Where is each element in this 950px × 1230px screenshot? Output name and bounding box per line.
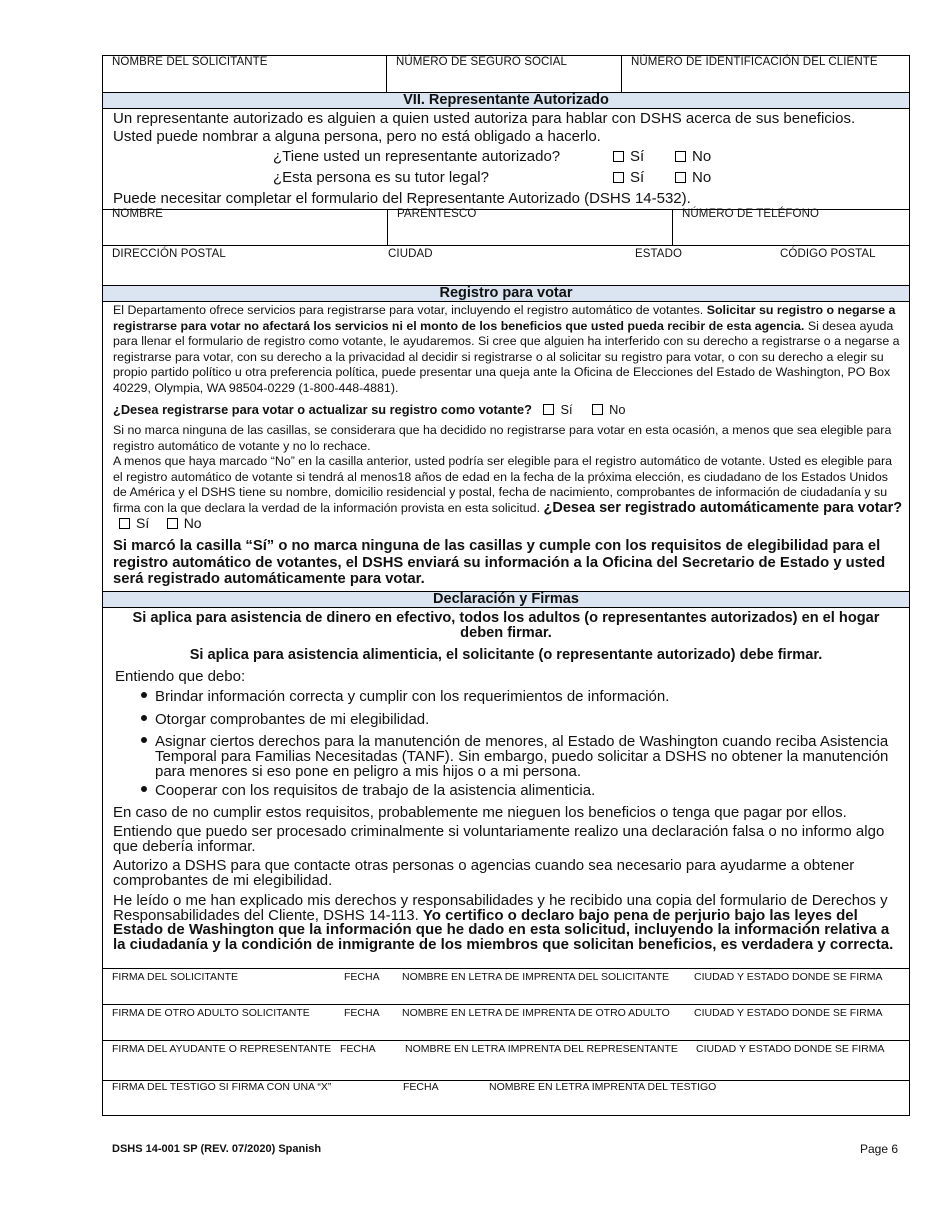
checkbox-icon[interactable] xyxy=(543,404,554,415)
rep-zip-label: CÓDIGO POSTAL xyxy=(780,248,876,260)
sig-other-city-label: CIUDAD Y ESTADO DONDE SE FIRMA xyxy=(694,1007,883,1019)
voter-register-question: ¿Desea registrarse para votar o actualizar su registro como votante? xyxy=(113,402,532,417)
checkbox-icon[interactable] xyxy=(119,518,130,529)
rep-relation-cell[interactable] xyxy=(388,210,673,245)
sig-applicant-label: FIRMA DEL SOLICITANTE xyxy=(112,971,239,983)
checkbox-icon[interactable] xyxy=(592,404,603,415)
obligation-item: Asignar ciertos derechos para la manutención de menores, al Estado de Washington cuando reciba Asistencia Temporal para Familias Necesitadas (TANF). Sin embargo, puedo solicitar a DSHS no obtener la manutención para menores si eso pone en peligro a mis hijos o a mi persona. xyxy=(141,734,915,779)
checkbox-icon[interactable] xyxy=(675,151,686,162)
checkbox-icon[interactable] xyxy=(613,172,624,183)
cash-assistance-note: Si aplica para asistencia de dinero en efectivo, todos los adultos (o representantes autorizados) en el hogar deben firmar. xyxy=(132,610,880,641)
obligation-item: Cooperar con los requisitos de trabajo de la asistencia alimenticia. xyxy=(141,783,901,798)
prosecute-text: Entiendo que puedo ser procesado criminalmente si voluntariamente realizo una declaración falsa o no informo algo que debería informar. xyxy=(113,823,885,855)
authorize-text: Autorizo a DSHS para que contacte otras personas o agencias cuando sea necesario para ayudarme a obtener comprobantes de mi elegibilidad. xyxy=(113,857,855,889)
bullet-icon xyxy=(141,786,147,792)
legal-guardian-question: ¿Esta persona es su tutor legal? xyxy=(273,169,489,186)
has-representative-yes[interactable]: Sí xyxy=(613,148,644,165)
bullet-icon xyxy=(141,737,147,743)
representative-form-note: Puede necesitar completar el formulario del Representante Autorizado (DSHS 14-532). xyxy=(113,190,691,207)
rep-phone-label: NÚMERO DE TELÉFONO xyxy=(682,208,820,220)
declaration-title: Declaración y Firmas xyxy=(103,591,909,608)
sig-other-date-label: FECHA xyxy=(344,1007,380,1019)
rep-relation-label: PARENTESCO xyxy=(397,208,477,220)
rep-name-label: NOMBRE xyxy=(112,208,164,220)
obligation-item: Otorgar comprobantes de mi elegibilidad. xyxy=(141,712,901,727)
rep-state-label: ESTADO xyxy=(635,248,683,260)
obligation-item: Brindar información correcta y cumplir con los requerimientos de información. xyxy=(141,689,901,704)
voter-auto-question: ¿Desea ser registrado automáticamente para votar? xyxy=(543,499,903,516)
representative-name-row xyxy=(103,209,909,245)
sig-applicant-date-label: FECHA xyxy=(344,971,380,983)
page-number: Page 6 xyxy=(860,1142,899,1156)
sig-other-label: FIRMA DE OTRO ADULTO SOLICITANTE xyxy=(112,1007,310,1019)
section7-title: VII. Representante Autorizado xyxy=(103,92,909,109)
signature-row-witness[interactable] xyxy=(103,1080,909,1115)
food-assistance-note: Si aplica para asistencia alimenticia, el solicitante (o representante autorizado) debe firmar. xyxy=(189,647,823,663)
voter-paragraph-4: Si marcó la casilla “Sí” o no marca ninguna de las casillas y cumple con los requisitos de elegibilidad para el registro automático de votantes, el DSHS enviará su información a la Oficina del Secretario de Estado y usted será registrado automáticamente para votar. xyxy=(113,538,886,587)
ssn-label: NÚMERO DE SEGURO SOCIAL xyxy=(396,56,567,68)
has-representative-no[interactable]: No xyxy=(675,148,711,165)
sig-applicant-city-label: CIUDAD Y ESTADO DONDE SE FIRMA xyxy=(694,971,883,983)
voter-auto-yes[interactable]: Sí xyxy=(119,515,149,531)
voter-register-no[interactable]: No xyxy=(592,402,625,417)
rep-phone-cell[interactable] xyxy=(673,210,909,245)
signature-row-other-adult[interactable] xyxy=(103,1004,909,1040)
checkbox-icon[interactable] xyxy=(167,518,178,529)
applicant-name-cell[interactable] xyxy=(103,56,387,92)
understand-label: Entiendo que debo: xyxy=(115,668,246,685)
form-id: DSHS 14-001 SP (REV. 07/2020) Spanish xyxy=(112,1143,322,1155)
client-id-cell[interactable] xyxy=(622,56,909,92)
voter-auto-no[interactable]: No xyxy=(167,515,202,531)
voter-paragraph-3: A menos que haya marcado “No” en la casilla anterior, usted podría ser elegible para el registro automático de votante. Usted es elegible para el registro automático de votante si tendrá al menos18 años de edad en la fecha de la próxima elección, es ciudadano de los Estados Unidos de América y el DSHS tiene su nombre, domicilio residencial y postal, fecha de nacimiento, comprobantes de información de ciudadanía y su firma con la que declara la verdad de la información provista en esta solicitud. ¿Desea ser registrado automáticamente para votar? Sí No xyxy=(113,454,903,531)
signature-row-representative[interactable] xyxy=(103,1040,909,1080)
voter-paragraph-1: El Departamento ofrece servicios para registrarse para votar, incluyendo el registro automático de votantes. Solicitar su registro o negarse a registrarse para votar no afectará los servicios ni el monto de los beneficios que usted pueda recibir de esta agencia. Si desea ayuda para llenar el formulario de registro como votante, le ayudaremos. Si cree que alguien ha interferido con su derecho a registrarse o a negarse a registrarse para votar, con su derecho a la privacidad al decidir si registrarse o al solicitar su registro para votar, o con su derecho a elegir su propio partido político u otra preferencia política, puede presentar una queja ante la Oficina de Elecciones del Estado de Washington, PO Box 40229, Olympia, WA 98504-0229 (1-800-448-4881). xyxy=(113,303,900,395)
bullet-icon xyxy=(141,692,147,698)
sig-rep-print-label: NOMBRE EN LETRA IMPRENTA DEL REPRESENTANTE xyxy=(405,1043,678,1055)
certify-text: He leído o me han explicado mis derechos y responsabilidades y he recibido una copia del formulario de Derechos y Responsabilidades del Cliente, DSHS 14-113. Yo certifico o declaro bajo pena de perjurio bajo las leyes del Estado de Washington que la información que he dado en esta solicitud, incluyendo la información relativa a la ciudadanía y la condición de inmigrante de los miembros que solicitan beneficios, es verdadera y correcta. xyxy=(113,892,894,953)
sig-rep-city-label: CIUDAD Y ESTADO DONDE SE FIRMA xyxy=(696,1043,885,1055)
voter-title: Registro para votar xyxy=(103,285,909,302)
rep-name-cell[interactable] xyxy=(103,210,388,245)
client-id-label: NÚMERO DE IDENTIFICACIÓN DEL CLIENTE xyxy=(631,56,878,68)
section7-intro-1: Un representante autorizado es alguien a quien usted autoriza para hablar con DSHS acerca de sus beneficios. xyxy=(113,110,856,127)
sig-witness-date-label: FECHA xyxy=(403,1081,439,1093)
rep-address-label: DIRECCIÓN POSTAL xyxy=(112,248,226,260)
sig-other-print-label: NOMBRE EN LETRA DE IMPRENTA DE OTRO ADULTO xyxy=(402,1007,670,1019)
sig-applicant-print-label: NOMBRE EN LETRA DE IMPRENTA DEL SOLICITANTE xyxy=(402,971,670,983)
sig-rep-date-label: FECHA xyxy=(340,1043,376,1055)
checkbox-icon[interactable] xyxy=(675,172,686,183)
ssn-cell[interactable] xyxy=(387,56,622,92)
has-representative-question: ¿Tiene usted un representante autorizado? xyxy=(273,148,561,165)
section7-intro-2: Usted puede nombrar a alguna persona, pero no está obligado a hacerlo. xyxy=(113,128,601,145)
sig-witness-label: FIRMA DEL TESTIGO SI FIRMA CON UNA “X” xyxy=(112,1081,332,1093)
bullet-icon xyxy=(141,715,147,721)
voter-register-question-row xyxy=(113,402,625,417)
rep-city-label: CIUDAD xyxy=(388,248,433,260)
sig-rep-label: FIRMA DEL AYUDANTE O REPRESENTANTE xyxy=(112,1043,332,1055)
legal-guardian-yes[interactable]: Sí xyxy=(613,169,644,186)
voter-paragraph-2: Si no marca ninguna de las casillas, se considerara que ha decidido no registrarse para votar en esta ocasión, a menos que sea elegible para registro automático de votante y no lo rechace. xyxy=(113,423,892,453)
signature-row-applicant[interactable] xyxy=(103,968,909,1004)
legal-guardian-no[interactable]: No xyxy=(675,169,711,186)
checkbox-icon[interactable] xyxy=(613,151,624,162)
applicant-name-label: NOMBRE DEL SOLICITANTE xyxy=(112,56,268,68)
sig-witness-print-label: NOMBRE EN LETRA IMPRENTA DEL TESTIGO xyxy=(489,1081,717,1093)
representative-address-row[interactable] xyxy=(103,245,909,285)
voter-register-yes[interactable]: Sí xyxy=(543,402,572,417)
header-row xyxy=(103,56,909,92)
fail-requirements-text: En caso de no cumplir estos requisitos, probablemente me nieguen los beneficios o tenga que pagar por ellos. xyxy=(113,804,847,821)
application-form xyxy=(102,55,910,1116)
